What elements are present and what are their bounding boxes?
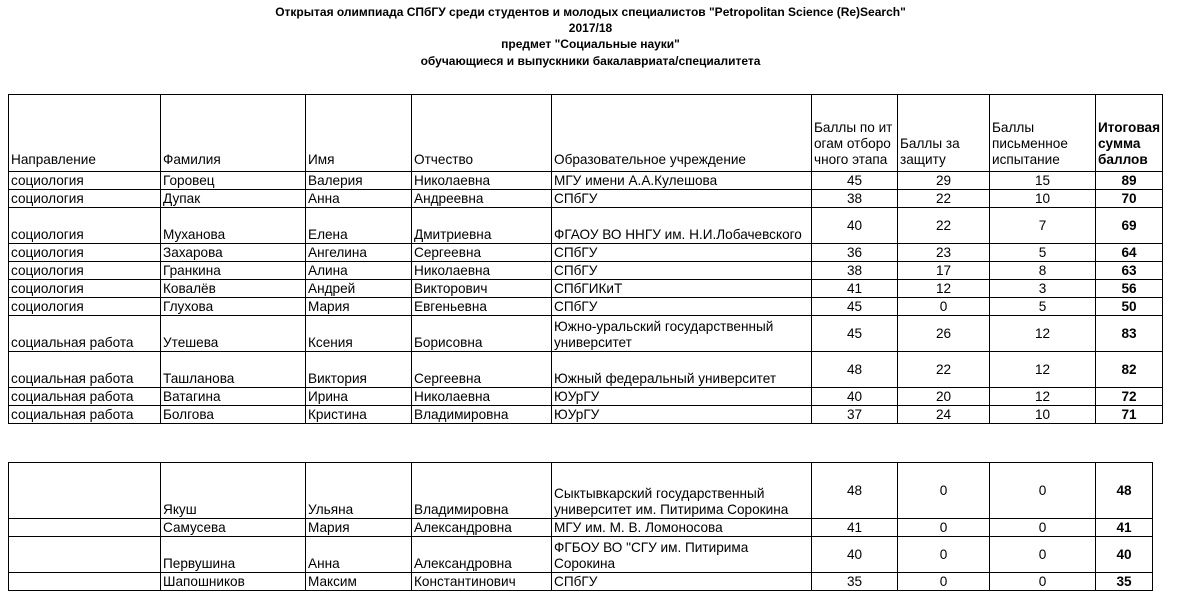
cell-selection: 40 (812, 388, 898, 406)
cell-surname: Глухова (161, 298, 306, 316)
cell-defense: 0 (898, 573, 990, 591)
table-row (9, 190, 1163, 208)
table-row (9, 537, 1153, 573)
cell-selection: 38 (812, 262, 898, 280)
cell-patronymic: Константинович (412, 573, 552, 591)
cell-direction (9, 537, 161, 573)
cell-surname: Шапошников (161, 573, 306, 591)
cell-patronymic: Николаевна (412, 172, 552, 190)
cell-patronymic: Викторович (412, 280, 552, 298)
cell-surname: Гранкина (161, 262, 306, 280)
cell-patronymic: Сергеевна (412, 244, 552, 262)
cell-surname: Ватагина (161, 388, 306, 406)
cell-surname: Горовец (161, 172, 306, 190)
header-subject: предмет "Социальные науки" (501, 37, 680, 52)
cell-defense: 26 (898, 316, 990, 352)
table-row (9, 262, 1163, 280)
cell-total: 41 (1096, 519, 1153, 537)
cell-defense: 29 (898, 172, 990, 190)
cell-direction (9, 573, 161, 591)
table-row (9, 172, 1163, 190)
cell-patronymic: Борисовна (412, 316, 552, 352)
cell-direction: социология (9, 298, 161, 316)
cell-institution: СПбГИКиТ (552, 280, 812, 298)
col-patronymic: Отчество (412, 95, 552, 172)
cell-patronymic: Николаевна (412, 262, 552, 280)
cell-selection: 36 (812, 244, 898, 262)
cell-name: Елена (306, 208, 412, 244)
cell-patronymic: Александровна (412, 537, 552, 573)
col-direction: Направление (9, 95, 161, 172)
cell-written: 3 (990, 280, 1096, 298)
cell-institution: ФГАОУ ВО ННГУ им. Н.И.Лобачевского (552, 208, 812, 244)
cell-written: 5 (990, 244, 1096, 262)
cell-institution: ЮУрГУ (552, 388, 812, 406)
cell-direction: социология (9, 262, 161, 280)
results-table-secondary (8, 462, 1153, 591)
cell-total: 64 (1096, 244, 1163, 262)
cell-written: 0 (990, 573, 1096, 591)
cell-defense: 20 (898, 388, 990, 406)
cell-institution: СПбГУ (552, 262, 812, 280)
cell-surname: Муханова (161, 208, 306, 244)
cell-written: 8 (990, 262, 1096, 280)
cell-name: Максим (306, 573, 412, 591)
cell-selection: 35 (812, 573, 898, 591)
header-year: 2017/18 (568, 21, 613, 36)
cell-patronymic: Владимировна (412, 463, 552, 519)
table-row (9, 519, 1153, 537)
cell-direction: социальная работа (9, 352, 161, 388)
cell-written: 5 (990, 298, 1096, 316)
table-row (9, 316, 1163, 352)
cell-selection: 45 (812, 316, 898, 352)
cell-institution: Южно-уральский государственный университет (552, 316, 812, 352)
cell-written: 7 (990, 208, 1096, 244)
cell-institution: МГУ имени А.А.Кулешова (552, 172, 812, 190)
cell-total: 69 (1096, 208, 1163, 244)
cell-selection: 45 (812, 298, 898, 316)
cell-written: 0 (990, 537, 1096, 573)
cell-patronymic: Дмитриевна (412, 208, 552, 244)
cell-selection: 40 (812, 208, 898, 244)
cell-total: 83 (1096, 316, 1163, 352)
cell-direction: социология (9, 172, 161, 190)
cell-surname: Захарова (161, 244, 306, 262)
cell-patronymic: Сергеевна (412, 352, 552, 388)
cell-name: Ирина (306, 388, 412, 406)
col-surname: Фамилия (161, 95, 306, 172)
cell-name: Виктория (306, 352, 412, 388)
cell-selection: 37 (812, 406, 898, 424)
col-total: Итоговая сумма баллов (1096, 95, 1163, 172)
header-row (9, 95, 1163, 172)
cell-selection: 48 (812, 463, 898, 519)
cell-patronymic: Владимировна (412, 406, 552, 424)
cell-institution: СПбГУ (552, 573, 812, 591)
cell-written: 12 (990, 352, 1096, 388)
cell-patronymic: Александровна (412, 519, 552, 537)
cell-total: 89 (1096, 172, 1163, 190)
cell-direction: социология (9, 190, 161, 208)
cell-total: 70 (1096, 190, 1163, 208)
cell-defense: 0 (898, 463, 990, 519)
cell-name: Анна (306, 190, 412, 208)
cell-total: 50 (1096, 298, 1163, 316)
cell-selection: 41 (812, 519, 898, 537)
table-row (9, 244, 1163, 262)
cell-direction: социальная работа (9, 316, 161, 352)
cell-written: 12 (990, 316, 1096, 352)
col-selection: Баллы по итогам отборочного этапа (812, 95, 898, 172)
table-row (9, 280, 1163, 298)
table-row (9, 208, 1163, 244)
cell-name: Кристина (306, 406, 412, 424)
cell-defense: 17 (898, 262, 990, 280)
cell-institution: МГУ им. М. В. Ломоносова (552, 519, 812, 537)
cell-name: Валерия (306, 172, 412, 190)
results-table (8, 94, 1163, 424)
cell-defense: 22 (898, 208, 990, 244)
header-category: обучающиеся и выпускники бакалавриата/специалитета (420, 53, 761, 68)
cell-written: 0 (990, 519, 1096, 537)
cell-name: Мария (306, 298, 412, 316)
cell-written: 10 (990, 406, 1096, 424)
cell-defense: 0 (898, 537, 990, 573)
cell-total: 48 (1096, 463, 1153, 519)
cell-defense: 0 (898, 298, 990, 316)
cell-patronymic: Евгеньевна (412, 298, 552, 316)
cell-written: 12 (990, 388, 1096, 406)
cell-written: 0 (990, 463, 1096, 519)
table-row (9, 463, 1153, 519)
cell-total: 56 (1096, 280, 1163, 298)
cell-total: 35 (1096, 573, 1153, 591)
cell-institution: ФГБОУ ВО "СГУ им. Питирима Сорокина (552, 537, 812, 573)
cell-surname: Самусева (161, 519, 306, 537)
header-title: Открытая олимпиада СПбГУ среди студентов и молодых специалистов "Petropolitan Science (Re)Search" (275, 5, 906, 19)
cell-surname: Первушина (161, 537, 306, 573)
table-row (9, 298, 1163, 316)
cell-name: Алина (306, 262, 412, 280)
cell-surname: Ковалёв (161, 280, 306, 298)
cell-direction: социология (9, 280, 161, 298)
cell-selection: 45 (812, 172, 898, 190)
cell-surname: Ташланова (161, 352, 306, 388)
cell-surname: Утешева (161, 316, 306, 352)
cell-name: Мария (306, 519, 412, 537)
table-row (9, 388, 1163, 406)
cell-patronymic: Николаевна (412, 388, 552, 406)
document-header (0, 4, 1181, 69)
cell-total: 82 (1096, 352, 1163, 388)
cell-defense: 22 (898, 190, 990, 208)
cell-institution: Сыктывкарский государственный университет им. Питирима Сорокина (552, 463, 812, 519)
cell-surname: Якуш (161, 463, 306, 519)
cell-name: Ксения (306, 316, 412, 352)
cell-defense: 0 (898, 519, 990, 537)
cell-institution: СПбГУ (552, 244, 812, 262)
cell-direction: социология (9, 244, 161, 262)
cell-institution: Южный федеральный университет (552, 352, 812, 388)
table-row (9, 573, 1153, 591)
col-name: Имя (306, 95, 412, 172)
table-row (9, 406, 1163, 424)
cell-direction (9, 519, 161, 537)
cell-name: Ульяна (306, 463, 412, 519)
cell-institution: СПбГУ (552, 298, 812, 316)
cell-defense: 22 (898, 352, 990, 388)
cell-name: Ангелина (306, 244, 412, 262)
cell-defense: 24 (898, 406, 990, 424)
col-written: Баллы письменное испытание (990, 95, 1096, 172)
cell-selection: 38 (812, 190, 898, 208)
cell-selection: 41 (812, 280, 898, 298)
cell-defense: 23 (898, 244, 990, 262)
table-row (9, 352, 1163, 388)
cell-surname: Дупак (161, 190, 306, 208)
col-institution: Образовательное учреждение (552, 95, 812, 172)
cell-selection: 48 (812, 352, 898, 388)
cell-direction: социальная работа (9, 388, 161, 406)
cell-direction: социология (9, 208, 161, 244)
cell-name: Андрей (306, 280, 412, 298)
cell-name: Анна (306, 537, 412, 573)
cell-written: 10 (990, 190, 1096, 208)
cell-direction: социальная работа (9, 406, 161, 424)
col-defense: Баллы за защиту (898, 95, 990, 172)
cell-written: 15 (990, 172, 1096, 190)
cell-institution: ЮУрГУ (552, 406, 812, 424)
cell-defense: 12 (898, 280, 990, 298)
cell-institution: СПбГУ (552, 190, 812, 208)
cell-total: 71 (1096, 406, 1163, 424)
cell-surname: Болгова (161, 406, 306, 424)
cell-patronymic: Андреевна (412, 190, 552, 208)
cell-total: 72 (1096, 388, 1163, 406)
cell-total: 40 (1096, 537, 1153, 573)
cell-direction (9, 463, 161, 519)
cell-total: 63 (1096, 262, 1163, 280)
cell-selection: 40 (812, 537, 898, 573)
